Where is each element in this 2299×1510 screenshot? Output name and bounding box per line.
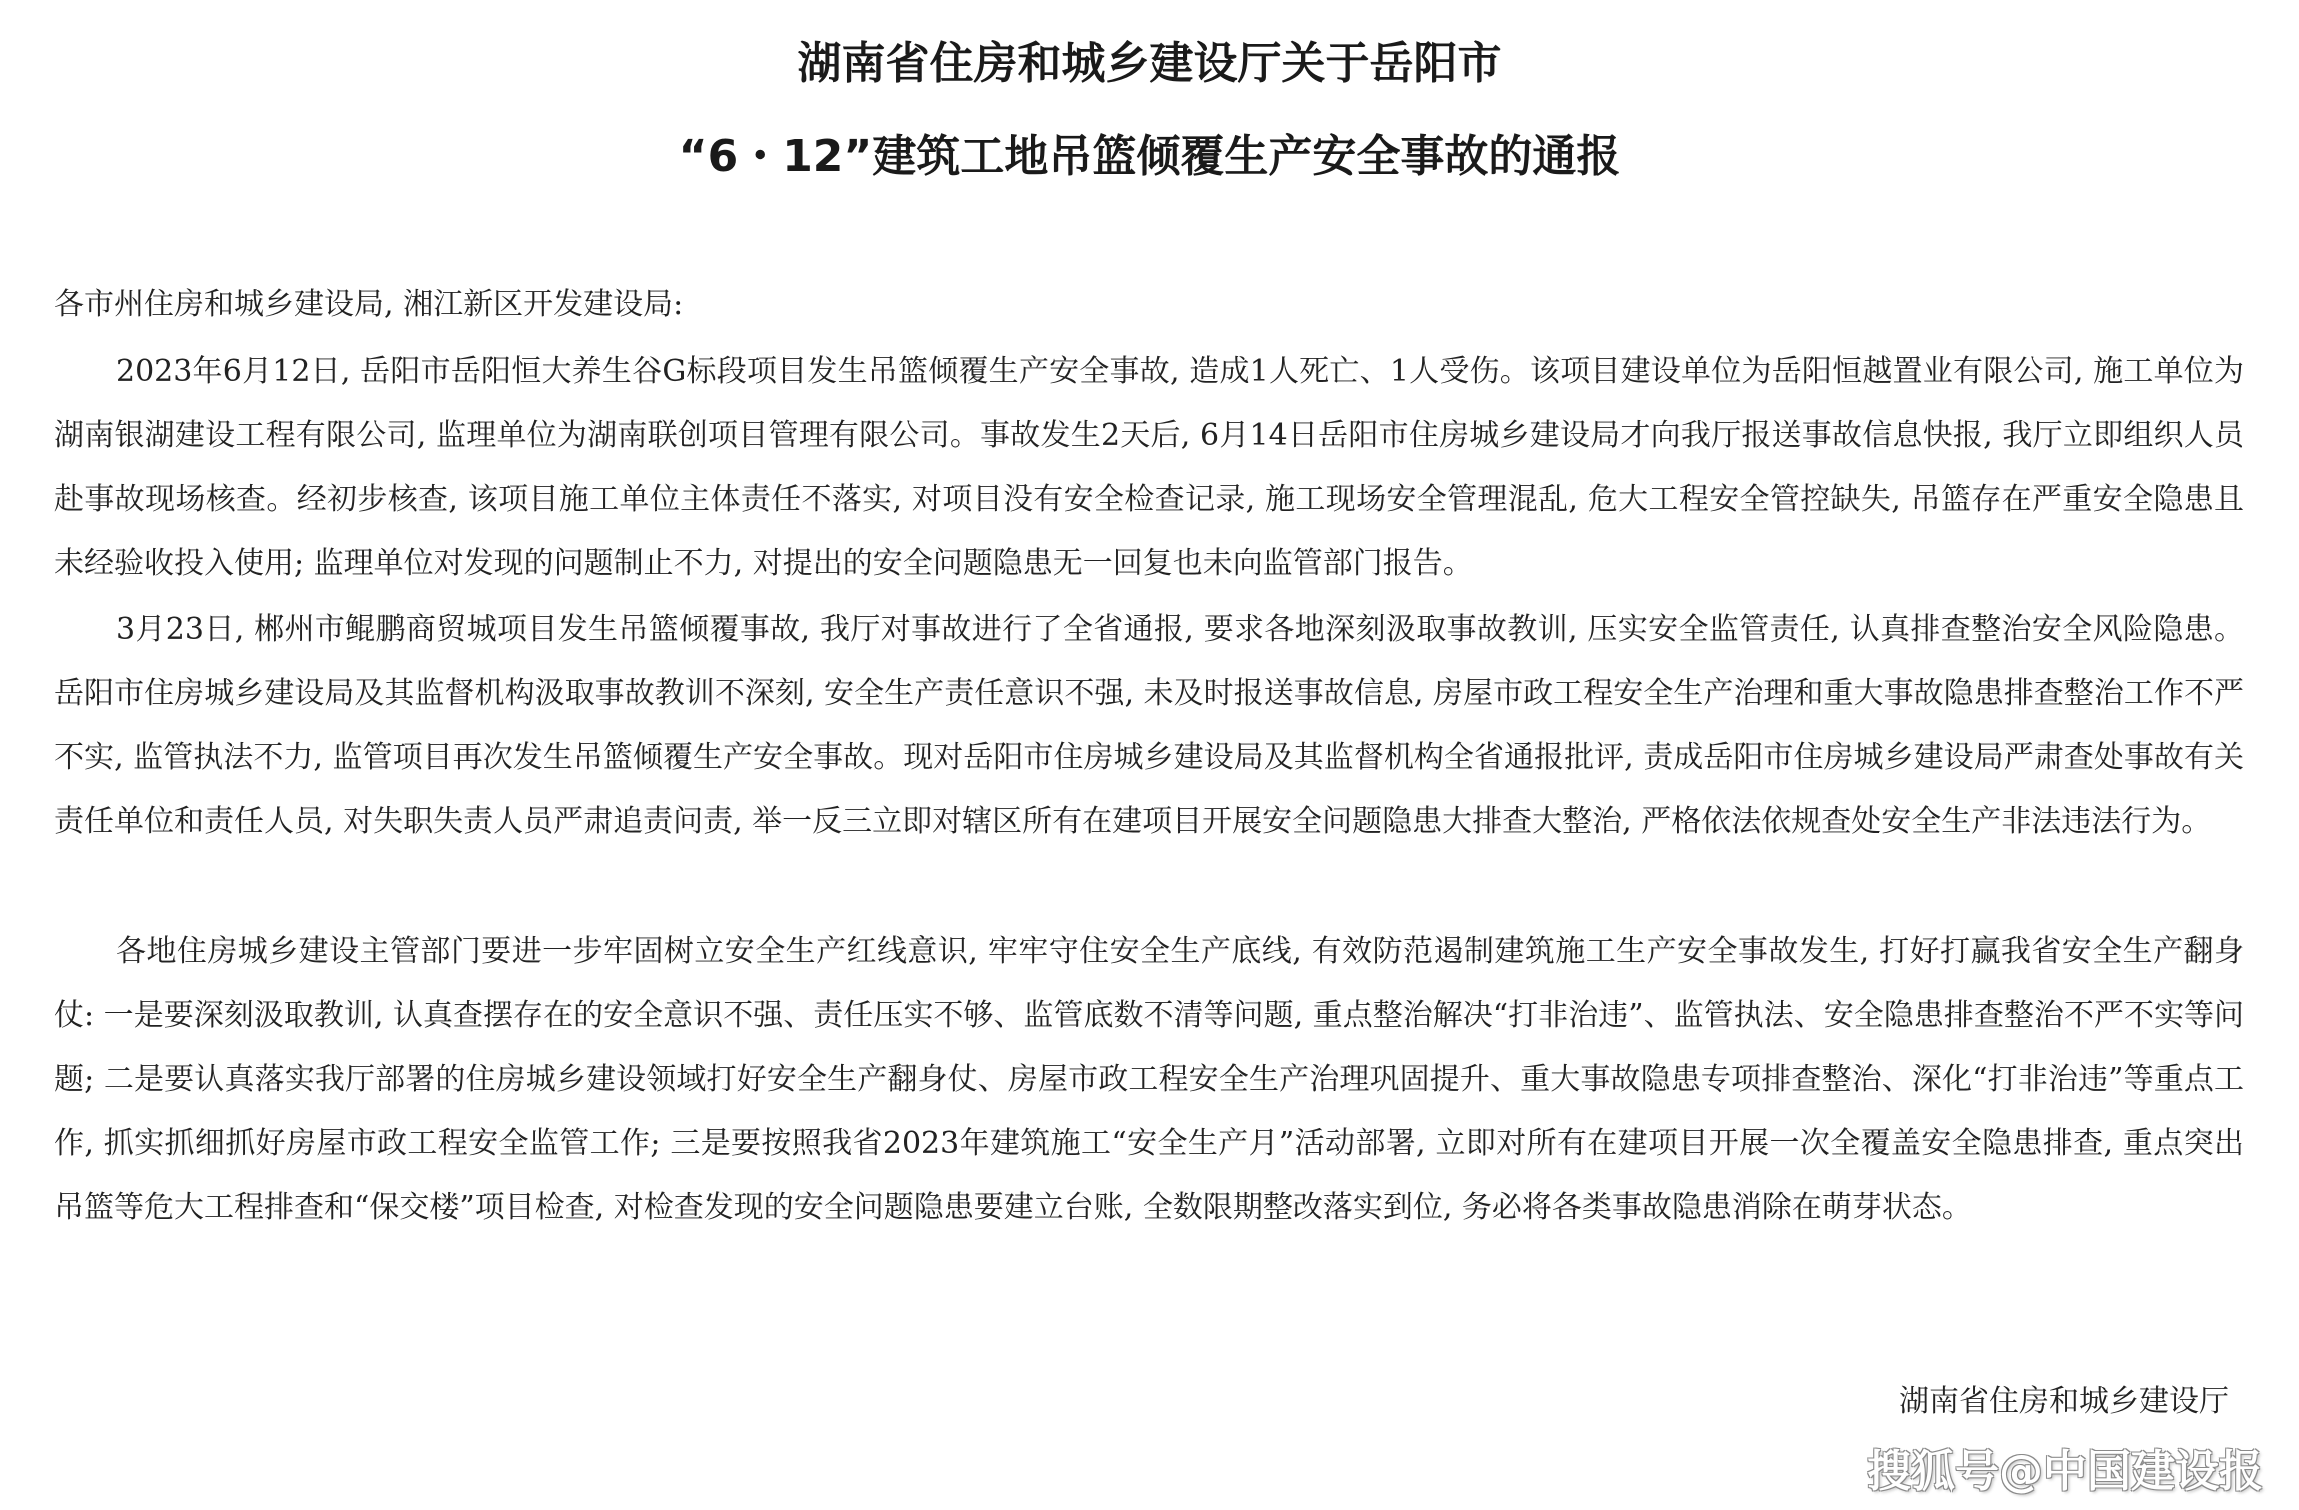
salutation: 各市州住房和城乡建设局, 湘江新区开发建设局: (54, 287, 684, 322)
source-watermark: 搜狐号@中国建设报 (1867, 1446, 2263, 1497)
paragraph-requirements: 各地住房城乡建设主管部门要进一步牢固树立安全生产红线意识, 牢牢守住安全生产底线, 有效防范遏制建筑施工生产安全事故发生, 打好打赢我省安全生产翻身仗: 一是要深刻汲取教训, 认真查摆存在的安全意识不强、责任压实不够、监管底数不清等问题, 重点整治解决“打非治违”、监管执法、安全隐患排查整治不严不实等问题; 二是要认真落实我厅部署的住房城乡建设领域打好安全生产翻身仗、房屋市政工程安全生产治理巩固提升、重大事故隐患专项排查整治、深化“打非治违”等重点工作, 抓实抓细抓好房屋市政工程安全监管工作; 三是要按照我省2023年建筑施工“安全生产月”活动部署, 立即对所有在建项目开展一次全覆盖安全隐患排查, 重点突出吊篮等危大工程排查和“保交楼”项目检查, 对检查发现的安全问题隐患要建立台账, 全数限期整改落实到位, 务必将各类事故隐患消除在萌芽状态。 (54, 934, 2244, 1225)
issuer-signature: 湖南省住房和城乡建设厅 (1899, 1384, 2229, 1419)
paragraph-incident: 2023年6月12日, 岳阳市岳阳恒大养生谷G标段项目发生吊篮倾覆生产安全事故, 造成1人死亡、1人受伤。该项目建设单位为岳阳恒越置业有限公司, 施工单位为湖南银湖建设工程有限公司, 监理单位为湖南联创项目管理有限公司。事故发生2天后, 6月14日岳阳市住房城乡建设局才向我厅报送事故信息快报, 我厅立即组织人员赴事故现场核查。经初步核查, 该项目施工单位主体责任不落实, 对项目没有安全检查记录, 施工现场安全管理混乱, 危大工程安全管控缺失, 吊篮存在严重安全隐患且未经验收投入使用; 监理单位对发现的问题制止不力, 对提出的安全问题隐患无一回复也未向监管部门报告。 (54, 354, 2244, 581)
paragraph-criticism: 3月23日, 郴州市鲲鹏商贸城项目发生吊篮倾覆事故, 我厅对事故进行了全省通报, 要求各地深刻汲取事故教训, 压实安全监管责任, 认真排查整治安全风险隐患。岳阳市住房城乡建设局及其监督机构汲取事故教训不深刻, 安全生产责任意识不强, 未及时报送事故信息, 房屋市政工程安全生产治理和重大事故隐患排查整治工作不严不实, 监管执法不力, 监管项目再次发生吊篮倾覆生产安全事故。现对岳阳市住房城乡建设局及其监督机构全省通报批评, 责成岳阳市住房城乡建设局严肃查处事故有关责任单位和责任人员, 对失职失责人员严肃追责问责, 举一反三立即对辖区所有在建项目开展安全问题隐患大排查大整治, 严格依法依规查处安全生产非法违法行为。 (54, 612, 2244, 839)
document-title-line-1: 湖南省住房和城乡建设厅关于岳阳市 (797, 38, 1502, 89)
document-title-line-2: “6・12”建筑工地吊篮倾覆生产安全事故的通报 (678, 131, 1621, 182)
